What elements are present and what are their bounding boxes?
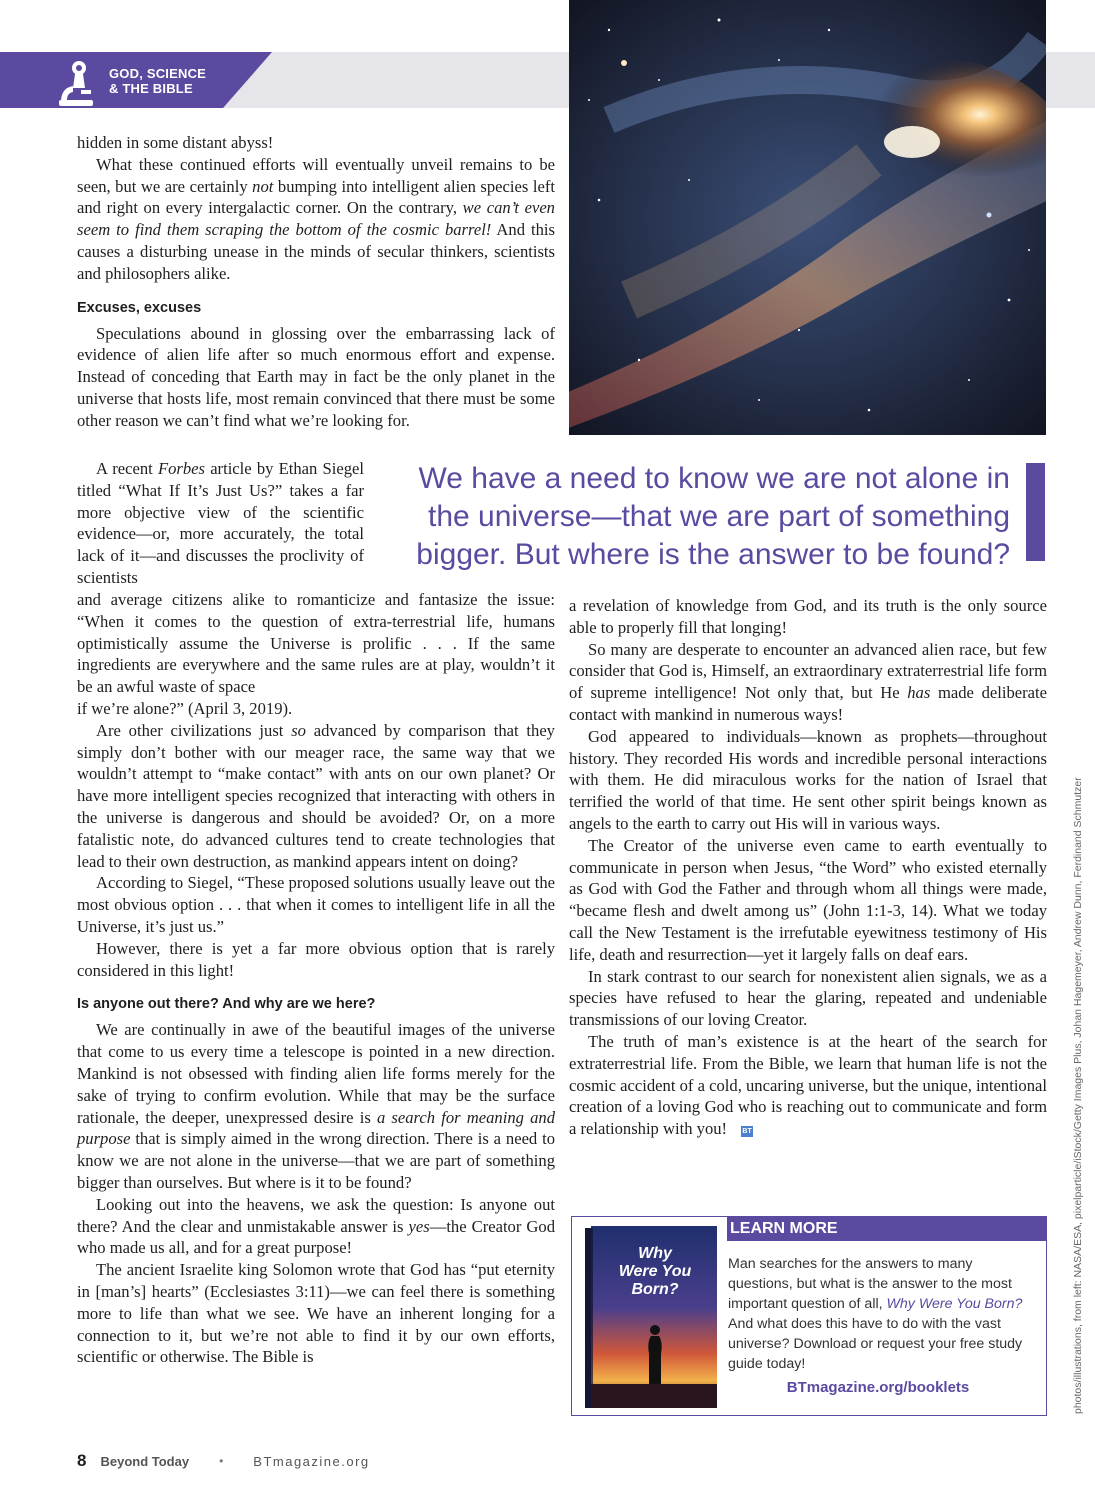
paragraph: and average citizens alike to romanticize and fantasize the issue: “When it comes to the question of extra-terrestrial life, humans optimistically assume the Universe is prolific . . . If the same ingredients are everywhere and the same rules are at play, wouldn’t it be an awful waste of space [77, 590, 555, 697]
pull-quote-bar [1026, 463, 1045, 561]
paragraph: hidden in some distant abyss! [77, 133, 274, 152]
paragraph: In stark contrast to our search for nonexistent alien signals, we as a species have refused to hear the glaring, repeated and undeniable transmissions of our loving Creator. [569, 966, 1047, 1030]
page-number: 8 [77, 1451, 87, 1470]
paragraph: if we’re alone?” (April 3, 2019). [77, 698, 293, 718]
bt-end-mark-icon: BT [742, 1128, 752, 1136]
microscope-icon [55, 58, 103, 108]
paragraph: Are other civilizations just so advanced by comparison that they simply don’t bother with our meager race, the same way that we wouldn’t attempt to “make contact” with ants on our own planet? Or have more intelligent species recognized that interacting with others in the universe is dangerous and should be avoided? Or, on a more fatalistic note, do advanced cultures tend to create technologies that lead to their own destruction, as mankind appears intent on doing? [77, 720, 555, 871]
booklet-title-line2: Were You [618, 1263, 692, 1280]
paragraph: We are continually in awe of the beautiful images of the universe that come to us every time a telescope is pointed in a new direction. Mankind is not obsessed with finding alien life forms merely for the sake of trying to confirm evolution. While that may be the surface rationale, the deeper, unexpressed desire is a search for meaning and purpose that is simply aimed in the wrong direction. There is a need to know we are not alone in the universe—that we are part of something bigger than ourselves. But where is it to be found? [77, 1020, 555, 1192]
paragraph: According to Siegel, “These proposed solutions usually leave out the most obvious option . . . that when it comes to intelligent life in all the Universe, it’s just us.” [77, 873, 555, 936]
booklet-title-line1: Why [638, 1245, 672, 1262]
subheading: Is anyone out there? And why are we here? [77, 996, 376, 1013]
magazine-name: Beyond Today [100, 1453, 190, 1469]
photo-credit: photos/illustrations, from left: NASA/ESA, pixelparticle/iStock/Getty Images Plus, Johan Hagemeyer, Andrew Dunn, Ferdinand Schmutzer [1072, 777, 1084, 1414]
paragraph: The ancient Israelite king Solomon wrote that God has “put eternity in [man’s] hearts” (Ecclesiastes 3:11)—we can feel there is something more to life than what we see. We have an inherent longing for a connection to it, but we’re not able to find it by our own efforts, scientific or otherwise. The Bible is [77, 1260, 555, 1367]
paragraph: A recent Forbes article by Ethan Siegel titled “What If It’s Just Us?” takes a far more objective view of the scientific evidence—or, more accurately, the total lack of it—and discusses the proclivity of scientists [77, 459, 364, 587]
paragraph: So many are desperate to encounter an advanced alien race, but few consider that God is, Himself, an extraordinary extraterrestrial life form of supreme intelligence! Not only that, but He has made deliberate contact with mankind in numerous ways! [569, 639, 1047, 724]
paragraph: The Creator of the universe even came to earth eventually to communicate in person when Jesus, “the Word” who existed eternally as God with God the Father and through whom all things were made, “became flesh and dwelt among us” (John 1:1-3, 14). What we today call the New Testament is the irrefutable eyewitness testimony of His life, death and resurrection—yet it largely falls on deaf ears. [569, 835, 1047, 964]
learn-more-text: Man searches for the answers to many questions, but what is the answer to the most important question of all, Why Were You Born? And what does this have to do with the vast universe? Download or request your free study guide today! [728, 1256, 1023, 1372]
left-column-bottom [77, 589, 555, 1368]
booklets-url-link[interactable]: BTmagazine.org/booklets [786, 1379, 970, 1396]
footer-site-link[interactable]: BTmagazine.org [253, 1453, 370, 1469]
booklet-title-line3: Born? [631, 1281, 679, 1298]
paragraph: Speculations abound in glossing over the embarrassing lack of evidence of alien life after so much enormous effort and expense. Instead of conceding that Earth may in fact be the only planet in the universe that hosts life, most remain convinced that there must be some other reason we can’t find what we’re looking for. [77, 323, 555, 430]
subheading: Excuses, excuses [77, 299, 202, 316]
pull-quote: We have a need to know we are not alone in the universe—that we are part of something bigger. But where is the answer to be found? [416, 462, 1010, 571]
section-label-line2: & THE BIBLE [109, 81, 193, 96]
footer-separator: • [219, 1454, 224, 1468]
section-label-line1: GOD, SCIENCE [109, 66, 207, 81]
right-column [569, 595, 1047, 1140]
left-column-narrow [77, 458, 364, 589]
paragraph: However, there is yet a far more obvious option that is rarely considered in this light! [77, 938, 555, 980]
booklet-link[interactable]: Why Were You Born? [886, 1296, 1023, 1312]
section-label [109, 66, 206, 96]
left-column-top [77, 132, 555, 432]
paragraph: Looking out into the heavens, we ask the question: Is anyone out there? And the clear and unmistakable answer is yes—the Creator God who made us all, and for a great purpose! [77, 1194, 555, 1258]
paragraph: What these continued efforts will eventually unveil remains to be seen, but we are certainly not bumping into intelligent alien species left and right on every intergalactic corner. On the contrary, we can’t even seem to find them scraping the bottom of the cosmic barrel! And this causes a disturbing unease in the minds of secular thinkers, scientists and philosophers alike. [77, 154, 555, 283]
paragraph: a revelation of knowledge from God, and its truth is the only source able to properly fill that longing! [569, 596, 1047, 637]
learn-more-title: LEARN MORE [727, 1217, 1046, 1241]
galaxy-photo [569, 0, 1046, 435]
paragraph: The truth of man’s existence is at the heart of the search for extraterrestrial life. From the Bible, we learn that human life is not the cosmic accident of a cold, uncaring universe, but the unique, intentional creation of a loving God who is reaching out to communicate and form a relationship with you! BT [569, 1031, 1047, 1139]
page-footer [77, 1450, 370, 1472]
booklet-cover[interactable] [583, 1224, 723, 1412]
paragraph: God appeared to individuals—known as prophets—throughout history. They recorded His words and incredible personal interactions with them. He did miraculous works for the nation of Israel that terrified the world of that time. He sent other spirit beings known as angels to the earth to carry out His will in various ways. [569, 726, 1047, 833]
